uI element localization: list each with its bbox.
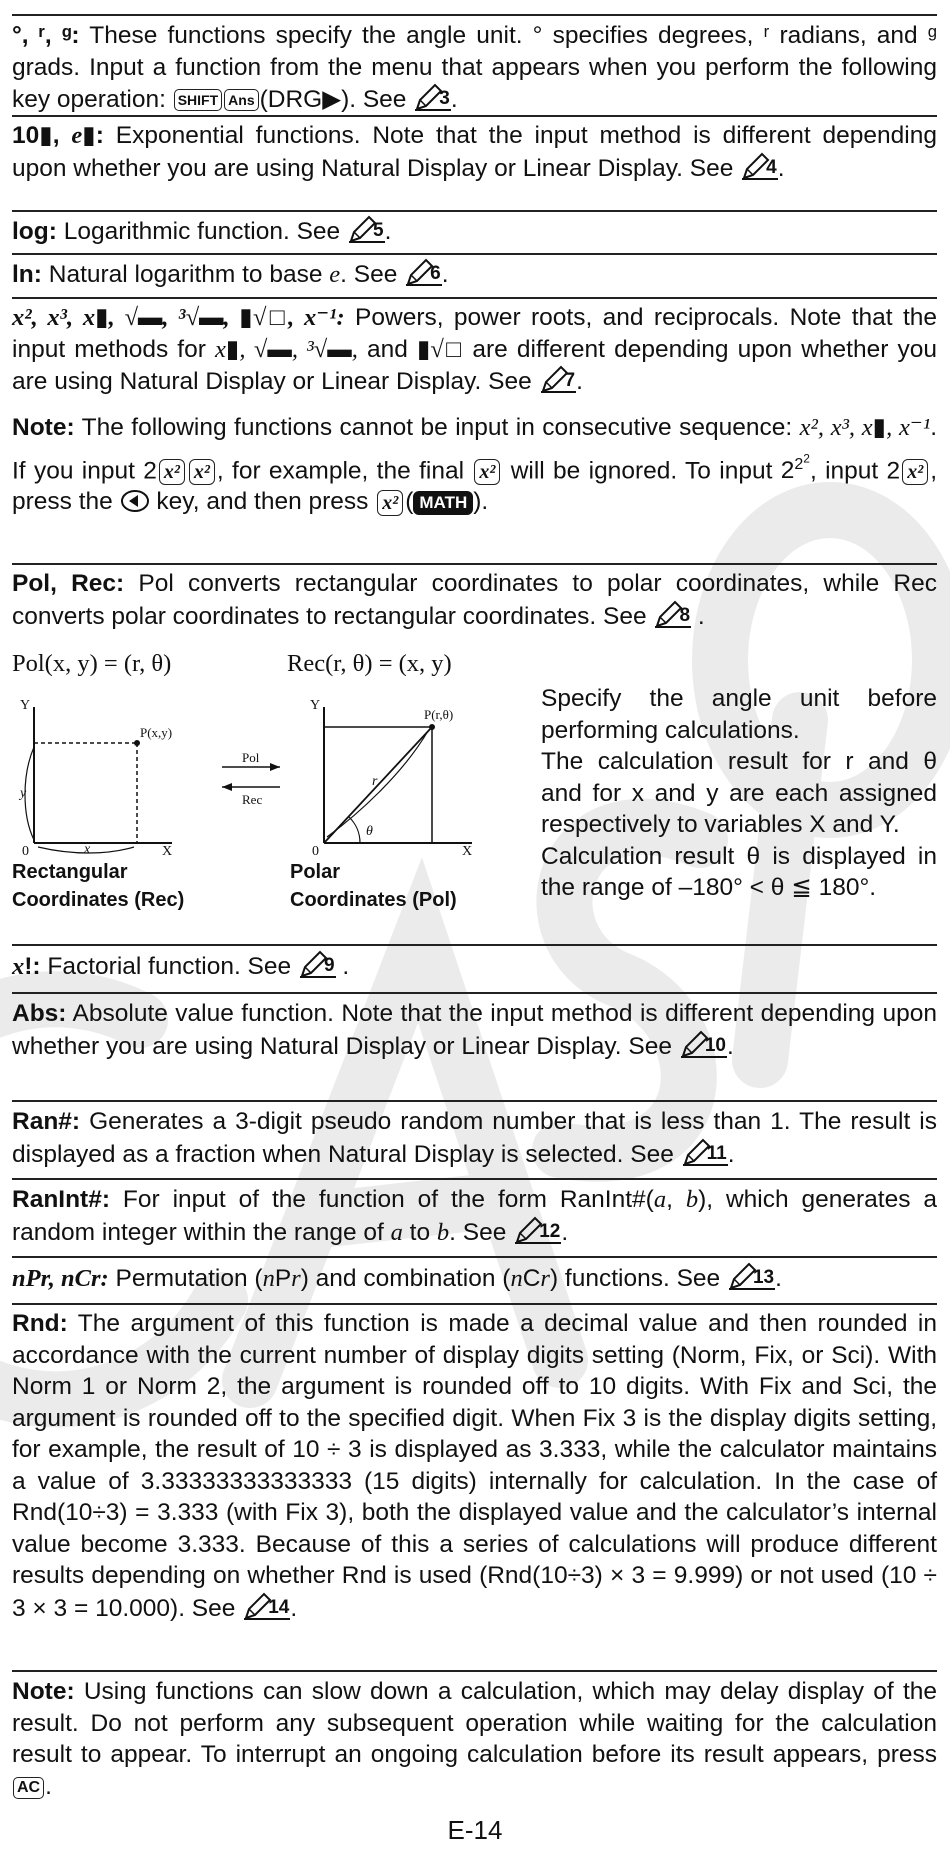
- r-label: r: [372, 774, 378, 789]
- section-ranint: [12, 1184, 937, 1248]
- section-note-speed: [12, 1676, 937, 1802]
- text: Exponential functions. Note that the input method is different depending upon whether you are using Natural Display or Linear Display. See: [12, 122, 937, 182]
- reference-number: 9: [323, 955, 335, 976]
- reference-12[interactable]: [513, 1216, 561, 1244]
- text: Factorial function. See: [40, 953, 298, 980]
- page-number: E-14: [447, 1815, 503, 1845]
- section-rule: [12, 944, 937, 946]
- text: to: [402, 1218, 437, 1246]
- section-log: [12, 215, 937, 248]
- rectangular-caption: Rectangular Coordinates (Rec): [12, 861, 185, 911]
- text: and: [357, 335, 417, 363]
- pol-rec-notes: [541, 683, 937, 904]
- text: ) functions. See: [549, 1265, 727, 1292]
- b-symbol: b: [436, 1218, 450, 1246]
- reference-number: 12: [539, 1220, 561, 1242]
- reference-14[interactable]: [242, 1592, 290, 1620]
- section-rnd: [12, 1308, 937, 1624]
- text: For input of the function of the form RanInt#(: [110, 1186, 654, 1213]
- section-powers: [12, 302, 937, 398]
- log-heading: log:: [12, 218, 57, 245]
- angle-units-heading: °, ʳ, ᵍ:: [12, 22, 80, 49]
- text: The argument of this function is made a decimal value and then rounded in accordance with the current number of display digits setting (Norm, Fix, or Sci). With Norm 1 or Norm 2, the argument is rounded off to 10 digits. With Fix and Sci, the argument is rounded off to the specified digit. When Fix 3 is the display digits setting, for example, the result of 10 ÷ 3 is displayed as 3.333, while the calculator maintains a value of 3.33333333333333 (15 digits) internally for calculation. In the case of Rnd(10÷3) = 3.333 (with Fix 3), both the displayed value and the calculator’s internal value become 3.333. Because of this a series of calculations will produce different results depending on whether Rnd is used (Rnd(10÷3) × 3 = 9.999) or not used (10 ÷ 3 × 3 = 10.000). See: [12, 1310, 937, 1622]
- section-rule: [12, 297, 937, 299]
- text: Absolute value function. Note that the input method is different depending upon whether you are using Natural Display or Linear Display. See: [12, 1000, 937, 1060]
- pol-rec-note-1: Specify the angle unit before performing calculations.: [541, 685, 937, 744]
- section-rule: [12, 210, 937, 212]
- npr-ncr-heading: nPr, nCr:: [12, 1265, 109, 1292]
- section-rule: [12, 1100, 937, 1102]
- section-rule: [12, 992, 937, 994]
- x-squared-key: x²: [474, 459, 500, 485]
- text: ).: [473, 488, 489, 516]
- point-label: P(r,θ): [424, 707, 454, 722]
- text: .: [45, 1772, 52, 1800]
- reference-11[interactable]: [681, 1138, 728, 1166]
- section-rule: [12, 115, 937, 117]
- origin-label: 0: [312, 844, 319, 855]
- b-symbol: b: [685, 1186, 699, 1213]
- reference-number: 5: [372, 220, 384, 241]
- y-length-label: y: [20, 786, 27, 801]
- text: .: [775, 1265, 782, 1292]
- reference-number: 4: [766, 156, 777, 178]
- text: Permutation (: [108, 1265, 263, 1292]
- ranint-heading: RanInt#:: [12, 1186, 110, 1213]
- ran-heading: Ran#:: [12, 1108, 81, 1135]
- x-squared-key: x²: [159, 459, 185, 485]
- pol-formula-text: Pol(x, y) = (r, θ): [12, 650, 172, 677]
- text: ) and combination (: [300, 1265, 511, 1292]
- coordinate-diagrams: [12, 695, 532, 855]
- reference-number: 7: [564, 370, 576, 391]
- section-rule: [12, 1670, 937, 1672]
- polar-caption: Polar Coordinates (Pol): [290, 861, 457, 911]
- text: Generates a 3-digit pseudo random number that is less than 1. The result is displayed as a fraction when Natural Display is selected. See: [12, 1108, 937, 1168]
- section-exponential: [12, 120, 937, 184]
- text: ,: [666, 1186, 686, 1213]
- x-label: X: [462, 844, 473, 855]
- text: ), which generates a random integer within the range of: [12, 1186, 937, 1246]
- text: These functions specify the angle unit. ° specifies degrees, ʳ radians, and ᵍ grads. Input a function from the menu that appears when you perform the following key operation:: [12, 22, 937, 113]
- text: .: [290, 1594, 298, 1622]
- reference-number: 10: [704, 1034, 726, 1056]
- factorial-heading: x!:: [12, 953, 41, 980]
- reference-number: 11: [706, 1142, 727, 1164]
- pol-rec-heading: Pol, Rec:: [12, 570, 125, 597]
- reference-10[interactable]: [679, 1030, 727, 1058]
- text: key, and then press: [149, 488, 376, 516]
- section-pol-rec: [12, 568, 937, 632]
- text: .: [450, 86, 458, 113]
- text: The following functions cannot be input in consecutive sequence:: [74, 414, 800, 441]
- rnd-heading: Rnd:: [12, 1310, 68, 1337]
- section-rule: [12, 1178, 937, 1180]
- text: , input 2: [809, 456, 901, 484]
- text: , for example, the final: [216, 456, 473, 484]
- shift-key: SHIFT: [174, 89, 222, 111]
- abs-heading: Abs:: [12, 1000, 67, 1027]
- section-factorial: [12, 950, 937, 983]
- section-ran: [12, 1106, 937, 1170]
- text: .: [335, 953, 350, 980]
- ln-heading: ln:: [12, 261, 42, 288]
- section-rule: [12, 1256, 937, 1258]
- ncr-symbol: nCr: [510, 1265, 550, 1292]
- section-note-powers: [12, 412, 937, 518]
- section-ln: [12, 258, 937, 291]
- section-rule: [12, 563, 937, 565]
- y-label: Y: [20, 698, 31, 713]
- rec-arrow-label: Rec: [242, 792, 263, 807]
- reference-number: 14: [268, 1596, 290, 1618]
- ac-key: AC: [13, 1777, 44, 1799]
- reference-number: 8: [679, 604, 691, 626]
- text: Natural logarithm to base: [41, 261, 330, 288]
- text: (DRG▶). See: [259, 86, 414, 113]
- left-arrow-key-icon: [120, 489, 150, 513]
- text: .: [691, 602, 705, 630]
- math-symbols: ▮√□: [416, 335, 464, 363]
- text: .: [777, 154, 785, 182]
- reference-number: 13: [752, 1267, 775, 1288]
- text: Powers, power roots, and reciprocals. Note that the input methods for: [12, 304, 938, 363]
- text: .: [726, 1032, 734, 1060]
- x-squared-key: x²: [902, 459, 928, 485]
- text: .: [561, 1218, 569, 1246]
- text: .: [576, 368, 583, 395]
- text: . If you input 2: [12, 414, 937, 484]
- math-key: MATH: [413, 491, 473, 515]
- reference-number: 6: [430, 263, 441, 284]
- reference-4[interactable]: [740, 152, 778, 180]
- reference-8[interactable]: [653, 600, 691, 628]
- math-symbols: x², x³, x▮, x⁻¹: [799, 414, 931, 441]
- text: will be ignored. To input: [502, 456, 781, 484]
- origin-label: 0: [22, 844, 29, 855]
- x-length-label: x: [84, 842, 91, 855]
- reference-6[interactable]: [404, 258, 442, 286]
- section-angle-units: [12, 20, 937, 116]
- y-label: Y: [310, 698, 321, 713]
- text: Logarithmic function. See: [56, 218, 347, 245]
- note-heading: Note:: [12, 414, 75, 441]
- text: .: [727, 1140, 735, 1168]
- reference-13[interactable]: [727, 1262, 775, 1290]
- section-rule: [12, 1303, 937, 1305]
- text: (: [405, 488, 414, 516]
- reference-number: 3: [439, 88, 450, 109]
- npr-symbol: nPr: [262, 1265, 301, 1292]
- section-abs: [12, 998, 937, 1062]
- ans-key: Ans: [224, 89, 258, 111]
- x-label: X: [162, 844, 173, 855]
- text: . See: [449, 1218, 514, 1246]
- text: , press the: [12, 456, 937, 516]
- point-label: P(x,y): [140, 725, 173, 740]
- a-symbol: a: [653, 1186, 667, 1213]
- pol-arrow-label: Pol: [242, 750, 260, 765]
- reference-9[interactable]: [298, 950, 336, 978]
- section-npr-ncr: [12, 1262, 937, 1295]
- text: .: [384, 218, 392, 245]
- text: .: [441, 261, 449, 288]
- manual-page: [12, 0, 937, 1853]
- reference-7[interactable]: [539, 365, 577, 393]
- text: Pol converts rectangular coordinates to polar coordinates, while Rec converts polar coordinates to rectangular coordinates. See: [12, 570, 937, 630]
- x-squared-key: x²: [189, 459, 215, 485]
- a-symbol: a: [390, 1218, 403, 1246]
- powers-heading: x², x³, x▮, √▬, ³√▬, ▮√□, x⁻¹:: [12, 304, 345, 331]
- text: Using functions can slow down a calculation, which may delay display of the result. Do not perform any subsequent operation while waiting for the calculation result to appear. To interrupt an ongoing calculation before its result appears, press: [12, 1678, 937, 1768]
- rec-formula-text: Rec(r, θ) = (x, y): [287, 650, 452, 677]
- pol-rec-note-2: The calculation result for r and θ and for x and y are each assigned respectively to variables X and Y.: [541, 748, 937, 838]
- text: . See: [340, 261, 405, 288]
- rec-formula: [287, 650, 587, 678]
- reference-3[interactable]: [413, 83, 451, 111]
- reference-5[interactable]: [347, 215, 385, 243]
- note-heading: Note:: [12, 1678, 75, 1705]
- x-squared-key: x²: [377, 490, 403, 516]
- exponential-heading: 10▮, e▮:: [12, 122, 104, 149]
- text: are different depending upon whether you are using Natural Display or Linear Display. See: [12, 335, 938, 395]
- e-symbol: e: [329, 261, 341, 288]
- theta-label: θ: [366, 824, 373, 839]
- pol-rec-note-3: Calculation result θ is displayed in the range of –180° < θ ≦ 180°.: [541, 842, 937, 901]
- math-symbols: x▮, √▬, ³√▬,: [215, 335, 358, 363]
- section-rule: [12, 253, 937, 255]
- section-rule: [12, 14, 937, 16]
- power-tower: $2^{2^2}$: [780, 451, 810, 484]
